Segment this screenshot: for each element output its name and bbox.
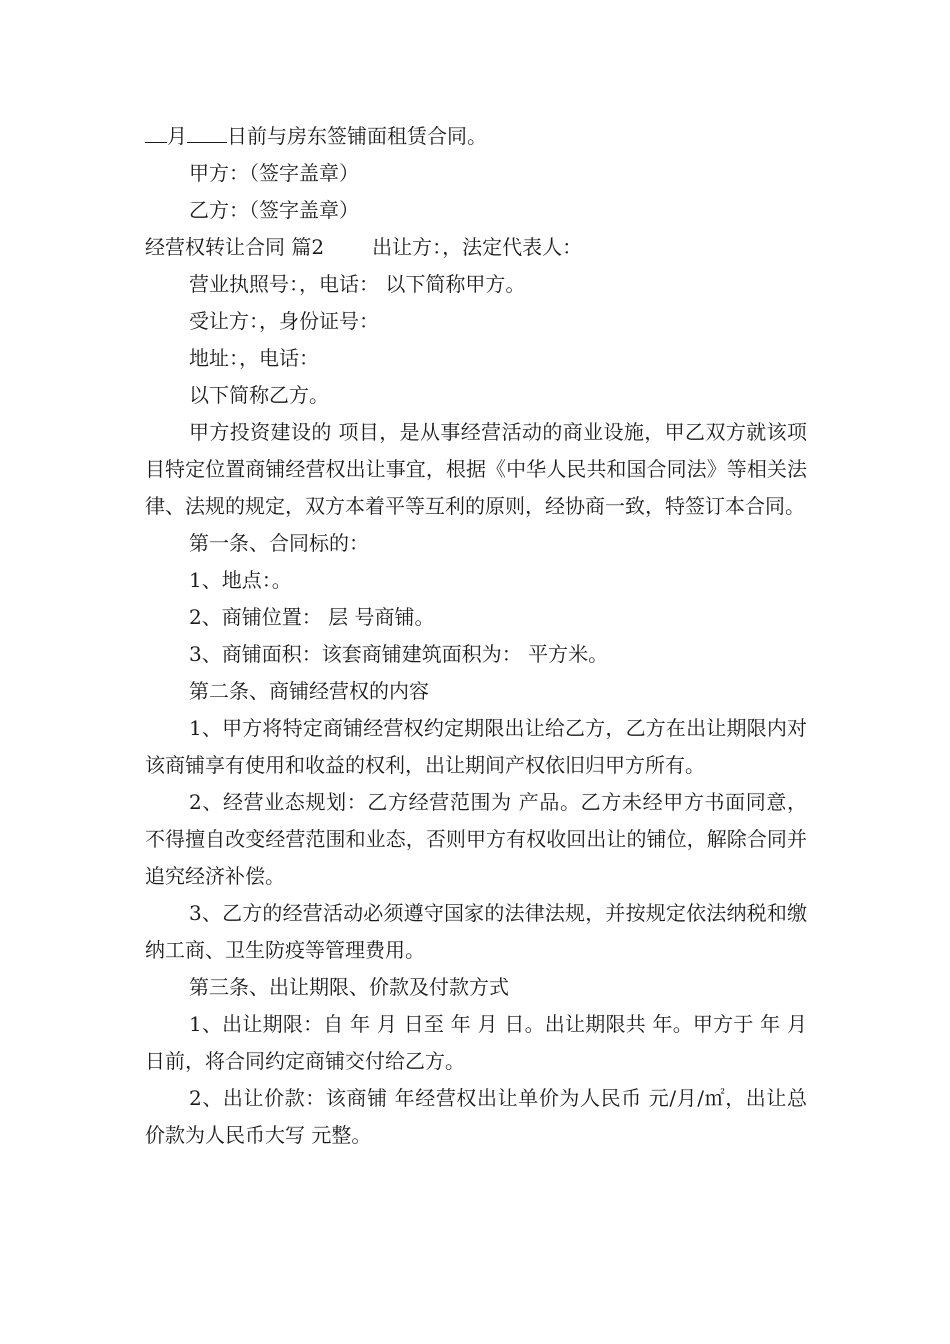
transferor-line: 出让方：，法定代表人： [372,235,583,259]
date-line [145,118,807,155]
blank-field [145,120,167,143]
intro-paragraph: 甲方投资建设的 项目，是从事经营活动的商业设施，甲乙双方就该项目特定位置商铺经营权出让事宜，根据《中华人民共和国合同法》等相关法律、法规的规定，双方本着平等互利的原则，经协商一致，特签订本合同。 [145,420,807,518]
article-2-item-2: 2、经营业态规划：乙方经营范围为 产品。乙方未经甲方书面同意，不得擅自改变经营范围和业态，否则甲方有权收回出让的铺位，解除合同并追究经济补偿。 [145,790,807,888]
heading-line [145,229,807,266]
article-1-heading: 第一条、合同标的： [189,531,369,555]
blank-field [187,120,227,143]
article-3-item-2: 2、出让价款：该商铺 年经营权出让单价为人民币 元/月/㎡，出让总价款为人民币大写 元整。 [145,1086,807,1147]
article-2-item-3: 3、乙方的经营活动必须遵守国家的法律法规，并按规定依法纳税和缴纳工商、卫生防疫等管理费用。 [145,901,807,962]
contract-heading: 经营权转让合同 篇2 [145,235,325,259]
document-body [145,118,807,1154]
article-2-item-1: 1、甲方将特定商铺经营权约定期限出让给乙方，乙方在出让期限内对该商铺享有使用和收益的权利，出让期间产权依旧归甲方所有。 [145,716,807,777]
article-3-heading: 第三条、出让期限、价款及付款方式 [189,975,509,999]
article-1-item-3: 3、商铺面积：该套商铺建筑面积为： 平方米。 [189,642,609,666]
address-line: 地址：，电话： [189,346,319,370]
article-2-heading: 第二条、商铺经营权的内容 [189,679,429,703]
article-1-item-1: 1、地点：。 [189,568,292,592]
party-b-signature: 乙方：（签字盖章） [189,198,359,222]
article-1-item-2: 2、商铺位置： 层 号商铺。 [189,605,435,629]
party-a-signature: 甲方：（签字盖章） [189,161,359,185]
license-line: 营业执照号：，电话： 以下简称甲方。 [189,272,526,296]
article-3-item-1: 1、出让期限：自 年 月 日至 年 月 日。出让期限共 年。甲方于 年 月 日前，将合同约定商铺交付给乙方。 [145,1012,807,1073]
date-line-text: 日前与房东签铺面租赁合同。 [227,124,487,148]
abbreviation-b: 以下简称乙方。 [189,383,329,407]
transferee-line: 受让方：，身份证号： [189,309,379,333]
month-label: 月 [167,124,187,148]
